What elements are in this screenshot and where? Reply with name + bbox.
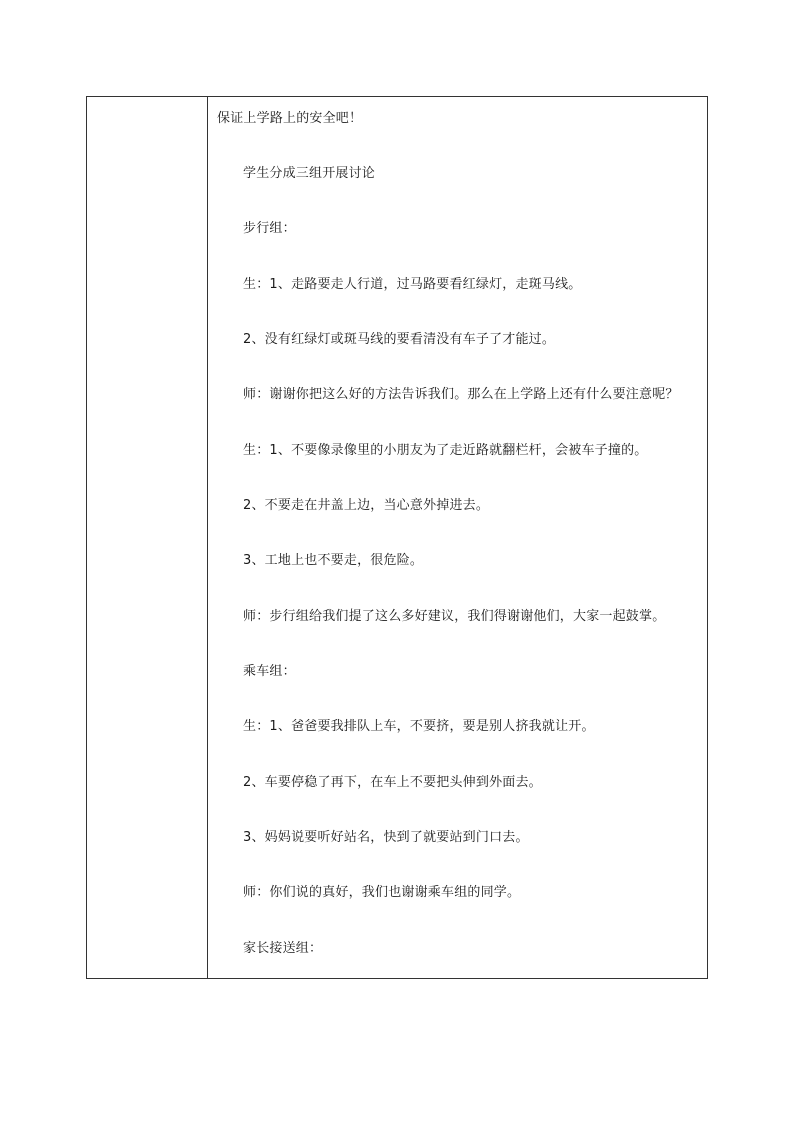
text-line: 师：步行组给我们提了这么多好建议，我们得谢谢他们，大家一起鼓掌。	[243, 609, 666, 624]
left-column-cell	[87, 97, 207, 978]
text-line: 3、妈妈说要听好站名，快到了就要站到门口去。	[243, 830, 529, 845]
text-line: 3、工地上也不要走，很危险。	[243, 553, 424, 568]
text-line: 保证上学路上的安全吧！	[217, 111, 363, 126]
text-line: 师：你们说的真好，我们也谢谢乘车组的同学。	[243, 885, 521, 900]
content-cell	[208, 97, 707, 978]
text-line: 生：1、爸爸要我排队上车，不要挤，要是别人挤我就让开。	[243, 719, 595, 734]
text-line: 2、不要走在井盖上边，当心意外掉进去。	[243, 498, 490, 513]
lesson-table	[86, 96, 708, 979]
text-line: 师：谢谢你把这么好的方法告诉我们。那么在上学路上还有什么要注意呢？	[243, 387, 679, 402]
group-heading-bus: 乘车组：	[243, 664, 296, 679]
group-heading-walking: 步行组：	[243, 221, 296, 236]
group-heading-parent-pickup: 家长接送组：	[243, 941, 323, 956]
text-line: 2、没有红绿灯或斑马线的要看清没有车子了才能过。	[243, 332, 556, 347]
text-line: 生：1、走路要走人行道，过马路要看红绿灯，走斑马线。	[243, 277, 582, 292]
text-line: 2、车要停稳了再下，在车上不要把头伸到外面去。	[243, 775, 542, 790]
text-line: 学生分成三组开展讨论	[243, 166, 376, 181]
text-line: 生：1、不要像录像里的小朋友为了走近路就翻栏杆，会被车子撞的。	[243, 443, 648, 458]
